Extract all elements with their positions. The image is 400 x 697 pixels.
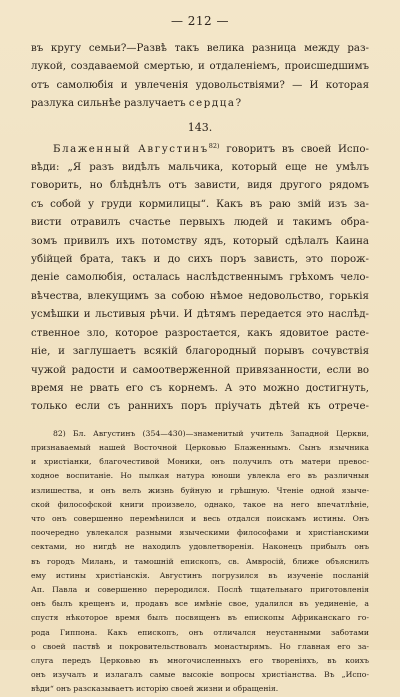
footnote-line: сектами, но нигдѣ не находилъ удовлетворенія. Наконецъ прибылъ онъ	[31, 542, 369, 552]
text-line: ственное зло, которое разростается, какъ ядовитое расте-	[31, 327, 369, 339]
text-fragment: ?	[235, 98, 242, 110]
text-line: висти отравилъ счастье первыхъ людей и такимъ обра-	[31, 217, 369, 229]
footnote-line: ему истины христіанскія. Августинъ погрузился въ изученіе посланій	[31, 570, 369, 580]
text-line: усмѣшки и льстивыя рѣчи. И дѣтямъ передается это наслѣд-	[31, 309, 369, 321]
footnote-line: онъ былъ крещенъ и, продавъ все имѣніе свое, удалился въ уединеніе, а	[31, 599, 369, 609]
section-number: 143.	[187, 120, 213, 134]
footnote-line: 82) Бл. Августинъ (354—430)—знаменитый учитель Западной Церкви,	[53, 428, 369, 438]
spaced-word: Блаженный	[53, 143, 132, 155]
page-number: — 212 —	[170, 14, 230, 28]
text-line: только если съ раннихъ поръ пріучать дѣтей къ отрече-	[31, 401, 369, 413]
paragraph-continuation	[31, 40, 369, 114]
text-line: чужой радости и самоотверженной привязанности, если во	[31, 364, 369, 376]
footnote-line: рода Гиппона. Какъ епископъ, онъ отличался неустанными заботами	[31, 627, 369, 637]
footnote-line: слуга передъ Церковью въ многочисленныхъ его твореніяхъ, въ коихъ	[31, 655, 369, 665]
text-line: съ собой у груди кормилицы“. Какъ въ раю змій изъ за-	[31, 198, 369, 210]
text-line: вѣди: „Я разъ видѣлъ мальчика, который еще не умѣлъ	[31, 162, 369, 174]
footnote-line: ходное воспитаніе. Но пылкая натура юноши увлекла его въ различныя	[31, 471, 369, 481]
text-fragment: разлука сильнѣе разлучаетъ	[31, 98, 186, 110]
spaced-word: сердца	[188, 98, 236, 110]
text-line: отъ самолюбія и увлеченія удовольствіями? — И которая	[31, 79, 369, 91]
footnote-line: Ап. Павла и совершенно переродился. Послѣ тщательнаго приготовленія	[31, 584, 369, 594]
main-text	[31, 40, 369, 417]
text-line: ніе, и заглушаетъ всякій благородный порывъ сочувствія	[31, 346, 369, 358]
text-line: зомъ привилъ ихъ потомству ядъ, который сдѣлалъ Каина	[31, 235, 369, 247]
footnote-line: о своей паствѣ и покровительствовалъ монастырямъ. Но главная его за-	[31, 641, 369, 651]
footnote-line: вѣди“ онъ разсказываетъ исторію своей жизни и обращенія.	[31, 684, 279, 694]
text-line: время не рвать его съ корнемъ. А это можно достигнуть,	[31, 382, 369, 394]
footnote-line: поочередно увлекался разными языческими философами и христіанскими	[31, 528, 369, 538]
text-line: говорить, но блѣднѣлъ отъ зависти, видя другого рядомъ	[31, 180, 369, 192]
footnote-line: и христіанки, благочестивой Моники, онъ получилъ отъ матери превос-	[31, 457, 369, 467]
footnote-line: что онъ совершенно перемѣнился и весь отдался поискамъ истины. Онъ	[31, 513, 369, 523]
footnote-line: ской философской книги произвело, однако, такое на него впечатлѣніе,	[31, 499, 369, 509]
text-line: вѣчества, влекущимъ за собою нѣмое недовольство, горькія	[31, 290, 369, 302]
footnote-line: онъ изучалъ и излагалъ самые высокіе вопросы христіанства. Въ „Испо-	[31, 670, 369, 680]
footnote	[31, 427, 369, 697]
paragraph-augustine	[31, 141, 369, 417]
footnote-line: въ городъ Милань, и тамошній епископъ, св. Амвросій, ближе объяснилъ	[31, 556, 369, 566]
text-line: въ кругу семьи?—Развѣ такъ велика разница между раз-	[31, 43, 369, 54]
text-line: лукой, создаваемой смертью, и отдаленіемъ, происшедшимъ	[31, 61, 369, 73]
text-line: убійцей брата, такъ и до сихъ поръ зависть, это порож-	[31, 254, 369, 266]
text-line: деніе самолюбія, осталась наслѣдственнымъ грѣхомъ чело-	[31, 272, 369, 284]
text-line	[31, 95, 369, 113]
footnote-line: спустя нѣкоторое время былъ посвященъ въ епископы Африканскаго го-	[31, 613, 369, 623]
text-line	[31, 141, 369, 159]
footnote-ref[interactable]: 82)	[208, 141, 220, 150]
footnote-line: излишества, и онъ велъ жизнь буйную и грѣшную. Чтеніе одной языче-	[31, 485, 369, 495]
text-fragment: говоритъ въ своей Испо-	[226, 143, 369, 155]
footnote-line: признаваемый нашей Восточной Церковью Блаженнымъ. Сынъ язычника	[31, 442, 369, 452]
spaced-name: Августинъ	[138, 143, 209, 155]
